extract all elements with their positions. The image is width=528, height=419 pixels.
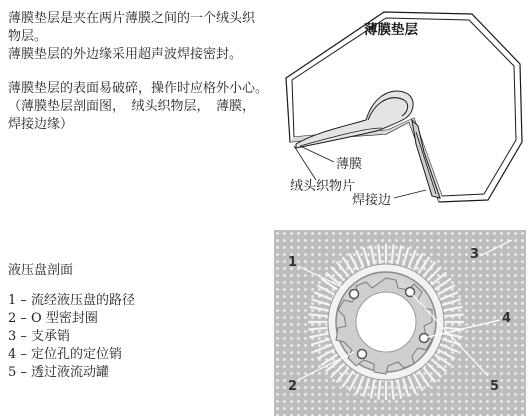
legend-item-2: 2 – O 型密封圈 <box>8 311 98 326</box>
callout-2: 2 <box>288 379 298 394</box>
legend-item-4: 4 – 定位孔的定位销 <box>8 347 123 362</box>
locating-hole <box>350 290 359 299</box>
callout-4: 4 <box>502 311 512 326</box>
locating-hole <box>358 350 367 359</box>
intro-line-4: 薄膜垫层的表面易破碎，操作时应格外小心。 <box>8 81 269 96</box>
label-membrane: 薄膜 <box>336 157 363 172</box>
hydraulic-disc-photo <box>274 230 526 416</box>
intro-line-1: 薄膜垫层是夹在两片薄膜之间的一个绒头织 <box>8 11 256 26</box>
intro-line-2: 物层。 <box>8 29 48 44</box>
intro-line-6: 焊接边缘） <box>8 117 74 132</box>
label-pile-fabric: 绒头织物片 <box>290 179 356 194</box>
label-weld-edge: 焊接边 <box>352 193 392 208</box>
membrane-cushion-diagram <box>276 2 526 214</box>
legend-item-5: 5 – 透过液流动罐 <box>8 365 110 380</box>
diagram-title: 薄膜垫层 <box>364 22 418 38</box>
callout-1: 1 <box>288 255 298 270</box>
callout-3: 3 <box>470 247 480 262</box>
callout-5: 5 <box>490 379 500 394</box>
legend-item-1: 1 – 流经液压盘的路径 <box>8 293 136 308</box>
intro-line-3: 薄膜垫层的外边缘采用超声波焊接密封。 <box>8 47 243 62</box>
section-heading: 液压盘剖面 <box>8 263 74 278</box>
center-hub <box>356 292 416 352</box>
legend-item-3: 3 – 支承销 <box>8 329 71 344</box>
intro-line-5: （薄膜垫层剖面图， 绒头织物层， 薄膜， <box>8 99 256 114</box>
